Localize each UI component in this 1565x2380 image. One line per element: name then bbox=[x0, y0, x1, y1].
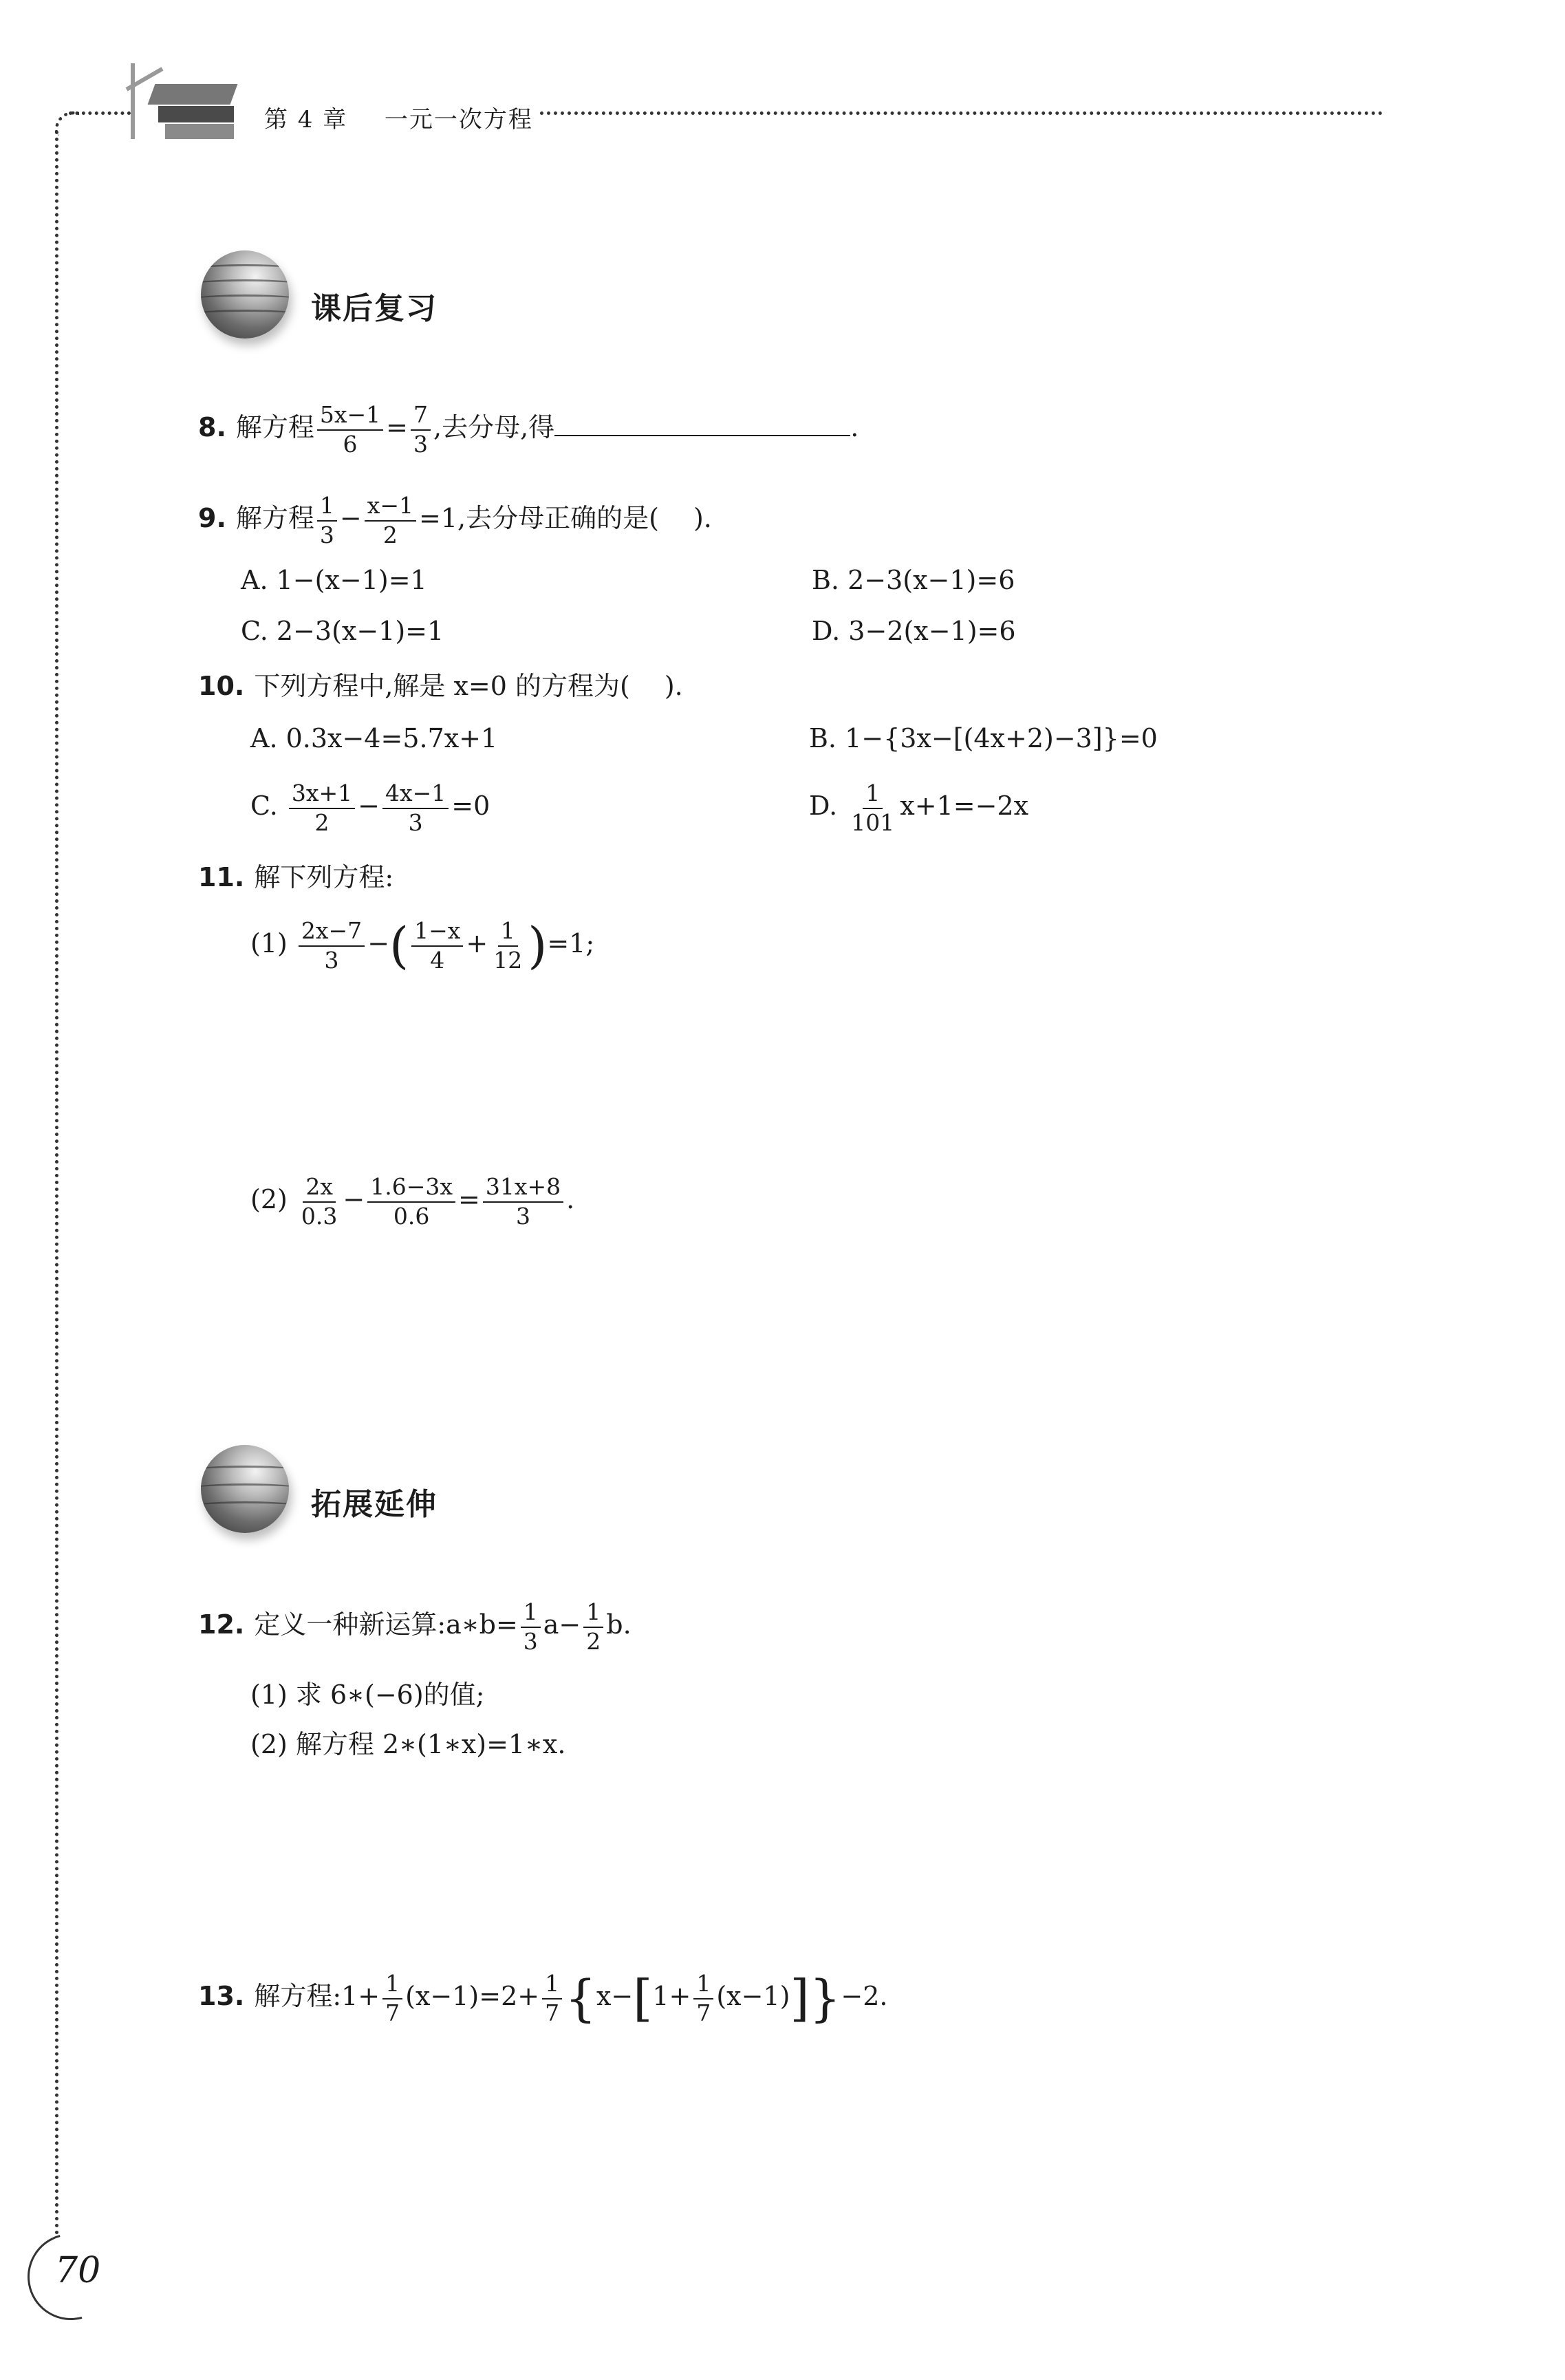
fraction: $\frac{1-x}{4}$ bbox=[411, 919, 463, 972]
fraction: $\frac{31x+8}{3}$ bbox=[483, 1175, 563, 1228]
q11-part-2-answer-space[interactable] bbox=[250, 1252, 1351, 1411]
fraction: $\frac{7}{3}$ bbox=[411, 403, 431, 456]
q10-option-b[interactable]: B. 1−{3x−[(4x+2)−3]}=0 bbox=[809, 723, 1158, 753]
fraction: $\frac{1}{3}$ bbox=[521, 1600, 541, 1653]
q9-option-c[interactable]: C. 2−3(x−1)=1 bbox=[241, 616, 444, 646]
fraction: $\frac{1}{12}$ bbox=[493, 917, 523, 974]
q12-part-2: (2) 解方程 2∗(1∗x)=1∗x. bbox=[250, 1729, 566, 1759]
q9-option-a[interactable]: A. 1−(x−1)=1 bbox=[241, 565, 427, 595]
q11-part-1-answer-space[interactable] bbox=[250, 998, 1351, 1142]
q13-answer-space[interactable] bbox=[250, 2050, 1351, 2229]
q10-option-a[interactable]: A. 0.3x−4=5.7x+1 bbox=[250, 723, 498, 753]
question-10: 10. 下列方程中,解是 x=0 的方程为( ). bbox=[198, 671, 683, 701]
header-logo bbox=[124, 63, 255, 146]
q9-option-b[interactable]: B. 2−3(x−1)=6 bbox=[812, 565, 1015, 595]
q9-option-d[interactable]: D. 3−2(x−1)=6 bbox=[812, 616, 1016, 646]
fraction: $\frac{1.6-3x}{0.6}$ bbox=[367, 1175, 455, 1228]
chapter-header bbox=[264, 100, 533, 134]
header-dotted-rule-right bbox=[540, 111, 1383, 115]
q10-option-d[interactable]: D. $\frac{1}{101}$ x+1=−2x bbox=[809, 780, 1029, 836]
question-9: 9. 解方程 $\frac{1}{3}$ − $\frac{x-1}{2}$ =1,去分母正确的是( ). bbox=[198, 492, 712, 548]
section-title-extension: 拓展延伸 bbox=[311, 1487, 438, 1522]
fraction: $\frac{3x+1}{2}$ bbox=[289, 782, 355, 835]
chapter-number: 第 4 章 bbox=[264, 106, 348, 133]
margin-corner bbox=[55, 111, 79, 136]
fraction: $\frac{5x-1}{6}$ bbox=[317, 403, 383, 456]
fraction: $\frac{1}{7}$ bbox=[693, 1972, 713, 2025]
question-13: 13. 解方程:1+ $\frac{1}{7}$ (x−1)=2+ $\frac{1}{7}$ {x−[1+ $\frac{1}{7}$ (x−1)]}−2. bbox=[198, 1969, 888, 2028]
fraction: $\frac{4x-1}{3}$ bbox=[382, 782, 449, 835]
q11-part-2: (2) $\frac{2x}{0.3}$ − $\frac{1.6-3x}{0.6}$ = $\frac{31x+8}{3}$ . bbox=[250, 1173, 575, 1230]
review-globe-icon bbox=[201, 250, 289, 339]
margin-dotted-rule bbox=[55, 131, 58, 2236]
fraction: $\frac{1}{2}$ bbox=[583, 1600, 603, 1653]
fraction: $\frac{1}{7}$ bbox=[542, 1972, 562, 2025]
fraction: $\frac{1}{7}$ bbox=[382, 1972, 402, 2025]
answer-blank[interactable] bbox=[554, 413, 850, 436]
question-11: 11. 解下列方程: bbox=[198, 862, 394, 892]
fraction: $\frac{1}{101}$ bbox=[851, 780, 895, 836]
question-8: 8. 解方程 $\frac{5x-1}{6}$ = $\frac{7}{3}$ ,去分母,得 . bbox=[198, 401, 859, 458]
q11-part-1: (1) $\frac{2x-7}{3}$ −( $\frac{1-x}{4}$ + $\frac{1}{12}$ )=1; bbox=[250, 916, 595, 975]
fraction: $\frac{x-1}{2}$ bbox=[365, 494, 416, 547]
section-title-review: 课后复习 bbox=[311, 291, 438, 326]
q12-answer-space[interactable] bbox=[250, 1775, 1351, 1954]
q12-part-1: (1) 求 6∗(−6)的值; bbox=[250, 1680, 485, 1710]
fraction: $\frac{1}{3}$ bbox=[317, 494, 337, 547]
page-number: 70 bbox=[55, 2250, 101, 2291]
question-12: 12. 定义一种新运算:a∗b= $\frac{1}{3}$ a− $\frac{1}{2}$ b. bbox=[198, 1598, 632, 1655]
q10-option-c[interactable]: C. $\frac{3x+1}{2}$ − $\frac{4x-1}{3}$ =0 bbox=[250, 780, 490, 836]
chapter-title: 一元一次方程 bbox=[384, 106, 533, 133]
fraction: $\frac{2x}{0.3}$ bbox=[301, 1173, 338, 1230]
fraction: $\frac{2x-7}{3}$ bbox=[299, 919, 365, 972]
extension-globe-icon bbox=[201, 1445, 289, 1533]
